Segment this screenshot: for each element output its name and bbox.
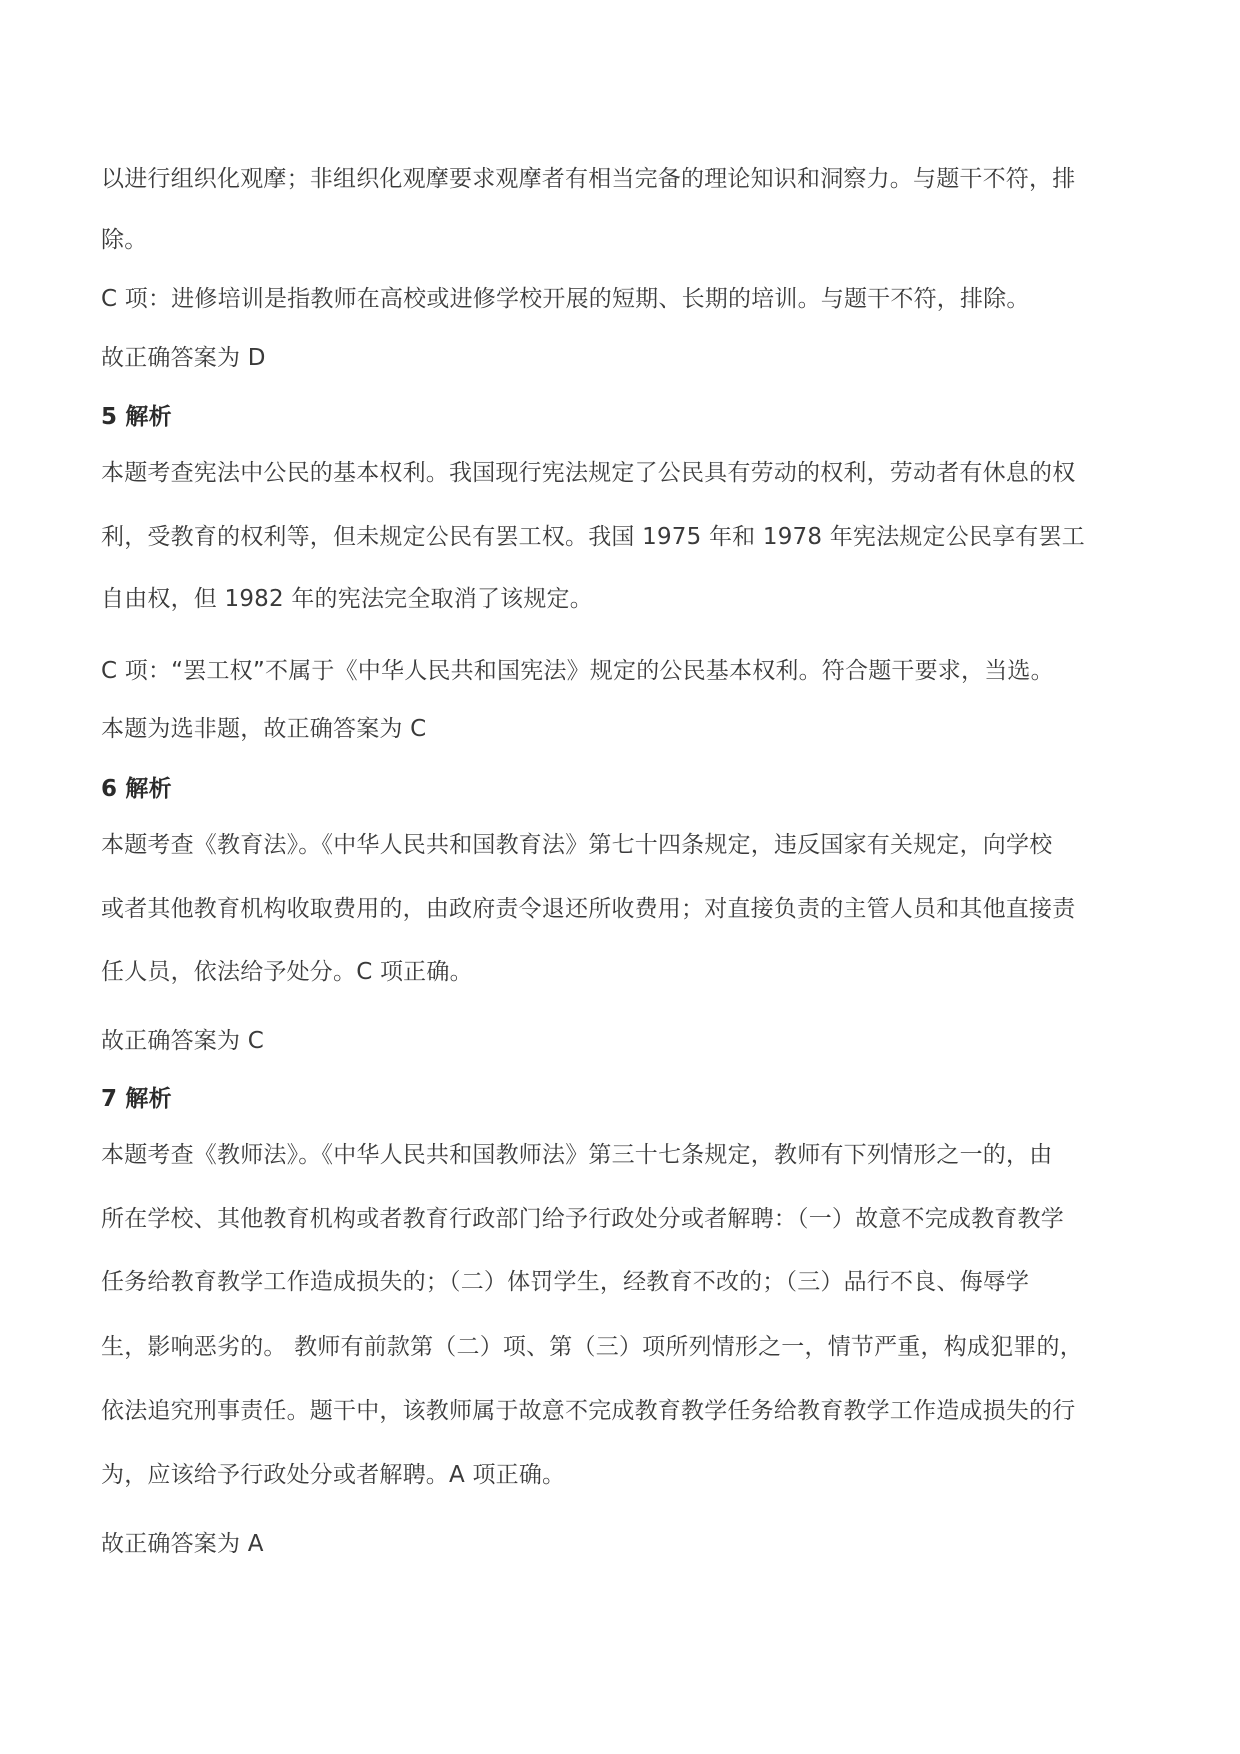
- paragraph-line: 或者其他教育机构收取费用的，由政府责令退还所收费用；对直接负责的主管人员和其他直接责: [101, 896, 1076, 922]
- paragraph-line: 自由权，但 1982 年的宪法完全取消了该规定。: [101, 586, 593, 612]
- paragraph-line: 除。: [101, 227, 148, 253]
- paragraph-line: 为，应该给予行政处分或者解聘。A 项正确。: [101, 1462, 566, 1488]
- paragraph-line: 所在学校、其他教育机构或者教育行政部门给予行政处分或者解聘：（一）故意不完成教育教学: [101, 1206, 1064, 1232]
- paragraph-line: C 项：“罢工权”不属于《中华人民共和国宪法》规定的公民基本权利。符合题干要求，当选。: [101, 658, 1054, 684]
- paragraph-line: 本题考查宪法中公民的基本权利。我国现行宪法规定了公民具有劳动的权利，劳动者有休息的权: [101, 460, 1076, 486]
- paragraph-line: 任务给教育教学工作造成损失的；（二）体罚学生，经教育不改的；（三）品行不良、侮辱学: [101, 1269, 1030, 1295]
- paragraph-line: 依法追究刑事责任。题干中，该教师属于故意不完成教育教学任务给教育教学工作造成损失的行: [101, 1398, 1076, 1424]
- paragraph-line: 任人员，依法给予处分。C 项正确。: [101, 959, 473, 985]
- answer-line: 故正确答案为 D: [101, 345, 266, 371]
- paragraph-line: 本题考查《教师法》。《中华人民共和国教师法》第三十七条规定，教师有下列情形之一的，由: [101, 1142, 1053, 1168]
- paragraph-line: 利，受教育的权利等，但未规定公民有罢工权。我国 1975 年和 1978 年宪法规定公民享有罢工: [101, 524, 1085, 550]
- section-heading: 6 解析: [101, 776, 172, 802]
- paragraph-line: 本题考查《教育法》。《中华人民共和国教育法》第七十四条规定，违反国家有关规定，向学校: [101, 832, 1053, 858]
- answer-line: 故正确答案为 A: [101, 1531, 264, 1557]
- paragraph-line: C 项：进修培训是指教师在高校或进修学校开展的短期、长期的培训。与题干不符，排除。: [101, 286, 1030, 312]
- section-heading: 7 解析: [101, 1086, 172, 1112]
- section-heading: 5 解析: [101, 404, 172, 430]
- answer-line: 故正确答案为 C: [101, 1028, 264, 1054]
- answer-line: 本题为选非题，故正确答案为 C: [101, 716, 427, 742]
- paragraph-line: 以进行组织化观摩；非组织化观摩要求观摩者有相当完备的理论知识和洞察力。与题干不符，排: [101, 166, 1076, 192]
- paragraph-line: 生，影响恶劣的。 教师有前款第（二）项、第（三）项所列情形之一，情节严重，构成犯罪的，: [101, 1334, 1083, 1360]
